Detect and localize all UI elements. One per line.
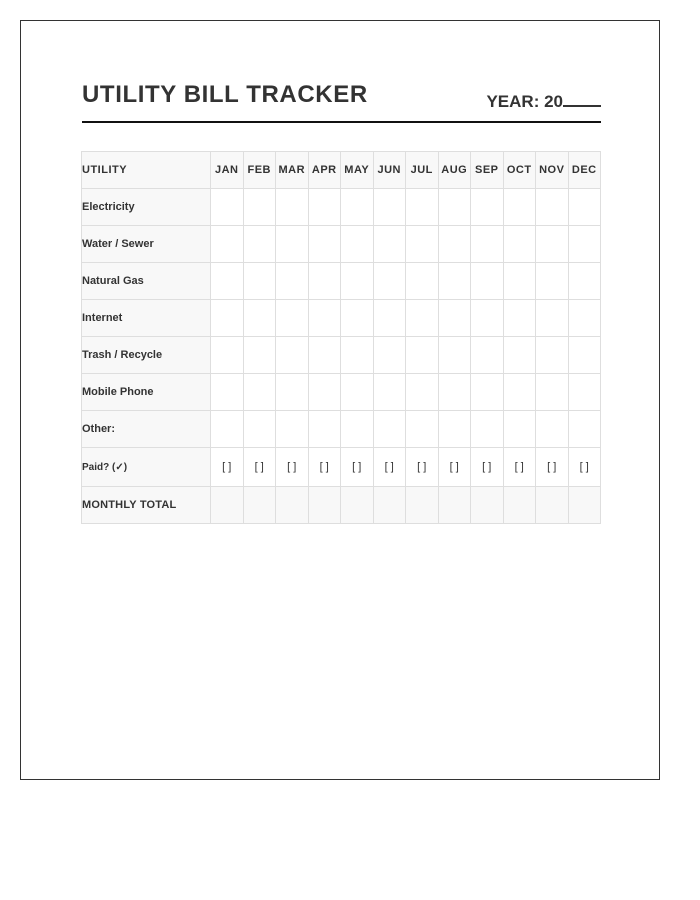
amount-cell-water-sewer-nov[interactable] [536,226,569,263]
monthly-total-row [82,487,601,524]
page-title: UTILITY BILL TRACKER [82,81,368,108]
amount-cell-natural-gas-may[interactable] [341,263,374,300]
amount-cell-other-nov[interactable] [536,411,569,448]
paid-checkbox-oct[interactable]: [ ] [503,448,536,487]
amount-cell-natural-gas-sep[interactable] [471,263,504,300]
header-month-feb: FEB [243,152,276,189]
table-row [82,263,601,300]
amount-cell-natural-gas-mar[interactable] [276,263,309,300]
header-month-jul: JUL [406,152,439,189]
paid-checkbox-nov[interactable]: [ ] [536,448,569,487]
utility-tracker-table [81,151,601,524]
amount-cell-mobile-phone-jun[interactable] [373,374,406,411]
amount-cell-mobile-phone-sep[interactable] [471,374,504,411]
monthly-total-cell-oct[interactable] [503,487,536,524]
amount-cell-internet-aug[interactable] [438,300,471,337]
amount-cell-water-sewer-aug[interactable] [438,226,471,263]
amount-cell-trash-recycle-jan[interactable] [211,337,244,374]
row-label-trash-recycle: Trash / Recycle [82,337,211,374]
amount-cell-trash-recycle-aug[interactable] [438,337,471,374]
amount-cell-trash-recycle-sep[interactable] [471,337,504,374]
amount-cell-mobile-phone-aug[interactable] [438,374,471,411]
header-month-apr: APR [308,152,341,189]
amount-cell-internet-jul[interactable] [406,300,439,337]
amount-cell-electricity-dec[interactable] [568,189,601,226]
monthly-total-cell-jan[interactable] [211,487,244,524]
amount-cell-water-sewer-jul[interactable] [406,226,439,263]
amount-cell-electricity-sep[interactable] [471,189,504,226]
monthly-total-cell-feb[interactable] [243,487,276,524]
table-row [82,226,601,263]
amount-cell-water-sewer-oct[interactable] [503,226,536,263]
paid-checkbox-jan[interactable]: [ ] [211,448,244,487]
paid-checkbox-jun[interactable]: [ ] [373,448,406,487]
amount-cell-internet-oct[interactable] [503,300,536,337]
header-month-mar: MAR [276,152,309,189]
table-row [82,374,601,411]
amount-cell-other-aug[interactable] [438,411,471,448]
amount-cell-mobile-phone-nov[interactable] [536,374,569,411]
amount-cell-mobile-phone-feb[interactable] [243,374,276,411]
amount-cell-electricity-mar[interactable] [276,189,309,226]
amount-cell-other-mar[interactable] [276,411,309,448]
amount-cell-water-sewer-dec[interactable] [568,226,601,263]
amount-cell-water-sewer-feb[interactable] [243,226,276,263]
amount-cell-natural-gas-jun[interactable] [373,263,406,300]
header-month-aug: AUG [438,152,471,189]
amount-cell-electricity-aug[interactable] [438,189,471,226]
paid-checkbox-may[interactable]: [ ] [341,448,374,487]
header-month-jun: JUN [373,152,406,189]
amount-cell-other-may[interactable] [341,411,374,448]
amount-cell-internet-sep[interactable] [471,300,504,337]
row-label-mobile-phone: Mobile Phone [82,374,211,411]
amount-cell-other-jan[interactable] [211,411,244,448]
amount-cell-internet-nov[interactable] [536,300,569,337]
header-month-sep: SEP [471,152,504,189]
amount-cell-natural-gas-aug[interactable] [438,263,471,300]
table-row [82,189,601,226]
amount-cell-water-sewer-jun[interactable] [373,226,406,263]
amount-cell-other-dec[interactable] [568,411,601,448]
amount-cell-electricity-jul[interactable] [406,189,439,226]
amount-cell-electricity-may[interactable] [341,189,374,226]
amount-cell-natural-gas-dec[interactable] [568,263,601,300]
row-label-water-sewer: Water / Sewer [82,226,211,263]
amount-cell-water-sewer-may[interactable] [341,226,374,263]
row-label-other: Other: [82,411,211,448]
monthly-total-cell-mar[interactable] [276,487,309,524]
monthly-total-cell-apr[interactable] [308,487,341,524]
monthly-total-cell-nov[interactable] [536,487,569,524]
year-label: YEAR: 20 [486,92,563,111]
amount-cell-electricity-jun[interactable] [373,189,406,226]
header-month-nov: NOV [536,152,569,189]
year-blank-line[interactable] [563,89,601,107]
amount-cell-trash-recycle-nov[interactable] [536,337,569,374]
paid-checkbox-aug[interactable]: [ ] [438,448,471,487]
monthly-total-cell-may[interactable] [341,487,374,524]
header-row [82,152,601,189]
amount-cell-other-jul[interactable] [406,411,439,448]
amount-cell-electricity-feb[interactable] [243,189,276,226]
amount-cell-mobile-phone-jul[interactable] [406,374,439,411]
amount-cell-other-sep[interactable] [471,411,504,448]
year-field[interactable] [486,89,601,112]
header-month-oct: OCT [503,152,536,189]
paid-checkbox-jul[interactable]: [ ] [406,448,439,487]
table-row [82,411,601,448]
amount-cell-other-apr[interactable] [308,411,341,448]
paid-checkbox-apr[interactable]: [ ] [308,448,341,487]
amount-cell-electricity-jan[interactable] [211,189,244,226]
amount-cell-internet-apr[interactable] [308,300,341,337]
page-header [82,79,601,123]
header-month-dec: DEC [568,152,601,189]
amount-cell-internet-jun[interactable] [373,300,406,337]
header-utility: UTILITY [82,152,211,189]
amount-cell-natural-gas-oct[interactable] [503,263,536,300]
amount-cell-trash-recycle-mar[interactable] [276,337,309,374]
amount-cell-natural-gas-feb[interactable] [243,263,276,300]
amount-cell-water-sewer-apr[interactable] [308,226,341,263]
amount-cell-natural-gas-apr[interactable] [308,263,341,300]
paid-checkbox-sep[interactable]: [ ] [471,448,504,487]
row-label-electricity: Electricity [82,189,211,226]
amount-cell-mobile-phone-dec[interactable] [568,374,601,411]
amount-cell-trash-recycle-jul[interactable] [406,337,439,374]
amount-cell-water-sewer-mar[interactable] [276,226,309,263]
amount-cell-mobile-phone-mar[interactable] [276,374,309,411]
amount-cell-trash-recycle-jun[interactable] [373,337,406,374]
amount-cell-other-oct[interactable] [503,411,536,448]
amount-cell-other-feb[interactable] [243,411,276,448]
paid-checkbox-feb[interactable]: [ ] [243,448,276,487]
monthly-total-cell-dec[interactable] [568,487,601,524]
amount-cell-electricity-oct[interactable] [503,189,536,226]
amount-cell-electricity-nov[interactable] [536,189,569,226]
amount-cell-trash-recycle-feb[interactable] [243,337,276,374]
header-month-jan: JAN [211,152,244,189]
amount-cell-internet-may[interactable] [341,300,374,337]
amount-cell-internet-mar[interactable] [276,300,309,337]
monthly-total-cell-jun[interactable] [373,487,406,524]
paid-checkbox-dec[interactable]: [ ] [568,448,601,487]
row-label-internet: Internet [82,300,211,337]
amount-cell-electricity-apr[interactable] [308,189,341,226]
amount-cell-mobile-phone-apr[interactable] [308,374,341,411]
paid-checkbox-mar[interactable]: [ ] [276,448,309,487]
monthly-total-cell-jul[interactable] [406,487,439,524]
row-label-natural-gas: Natural Gas [82,263,211,300]
amount-cell-internet-feb[interactable] [243,300,276,337]
amount-cell-internet-jan[interactable] [211,300,244,337]
amount-cell-water-sewer-sep[interactable] [471,226,504,263]
amount-cell-trash-recycle-may[interactable] [341,337,374,374]
amount-cell-natural-gas-nov[interactable] [536,263,569,300]
monthly-total-label: MONTHLY TOTAL [82,487,211,524]
amount-cell-natural-gas-jul[interactable] [406,263,439,300]
amount-cell-internet-dec[interactable] [568,300,601,337]
amount-cell-mobile-phone-may[interactable] [341,374,374,411]
paid-row-label: Paid? (✓) [82,448,211,487]
amount-cell-trash-recycle-apr[interactable] [308,337,341,374]
table-row [82,337,601,374]
amount-cell-mobile-phone-jan[interactable] [211,374,244,411]
amount-cell-mobile-phone-oct[interactable] [503,374,536,411]
amount-cell-trash-recycle-oct[interactable] [503,337,536,374]
table-row [82,300,601,337]
header-month-may: MAY [341,152,374,189]
amount-cell-water-sewer-jan[interactable] [211,226,244,263]
amount-cell-other-jun[interactable] [373,411,406,448]
amount-cell-natural-gas-jan[interactable] [211,263,244,300]
monthly-total-cell-aug[interactable] [438,487,471,524]
monthly-total-cell-sep[interactable] [471,487,504,524]
paid-row [82,448,601,487]
amount-cell-trash-recycle-dec[interactable] [568,337,601,374]
